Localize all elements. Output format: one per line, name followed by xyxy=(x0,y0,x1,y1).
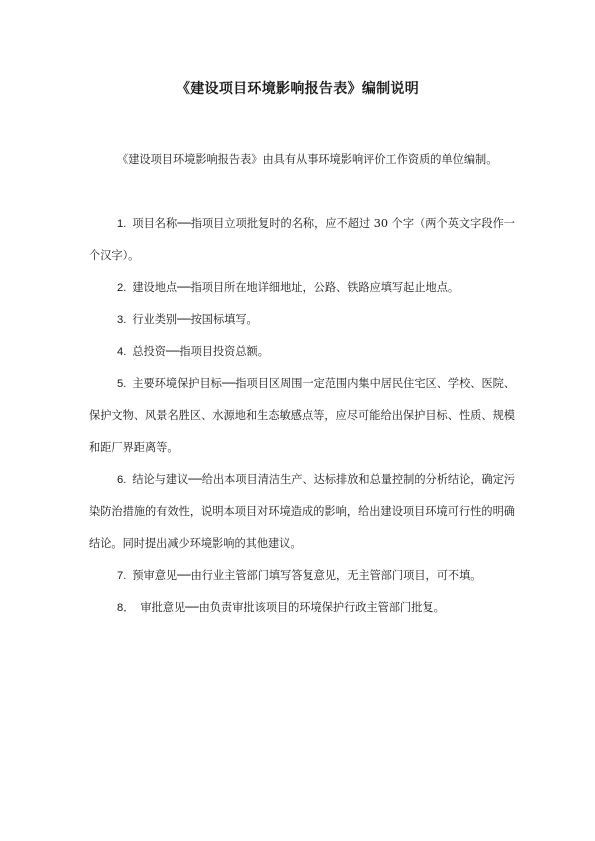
list-item xyxy=(89,272,515,304)
item-text: 结论与建议──给出本项目清洁生产、达标排放和总量控制的分析结论，确定污染防治措施的有效性，说明本项目对环境造成的影响，给出建设项目环境可行性的明确结论。同时提出减少环境影响的其他建议。 xyxy=(89,473,516,550)
item-text: 建设地点──指项目所在地详细地址，公路、铁路应填写起止地点。 xyxy=(132,281,460,294)
item-text: 总投资──指项目投资总额。 xyxy=(132,345,269,358)
item-text: 主要环境保护目标──指项目区周围一定范围内集中居民住宅区、学校、医院、保护文物、风景名胜区、水源地和生态敏感点等，应尽可能给出保护目标、性质、规模和距厂界距离等。 xyxy=(89,377,516,454)
item-number: 5. xyxy=(117,378,127,390)
item-number: 3. xyxy=(117,314,127,326)
item-number: 2. xyxy=(117,282,127,294)
list-item xyxy=(89,368,515,464)
instruction-list xyxy=(89,208,515,624)
item-number: 4. xyxy=(117,346,127,358)
item-number: 7. xyxy=(117,570,127,582)
list-item xyxy=(89,464,515,560)
item-text: 项目名称──指项目立项批复时的名称，应不超过 30 个字（两个英文字段作一个汉字）。 xyxy=(89,217,515,262)
list-item xyxy=(89,208,515,272)
item-number: 6. xyxy=(117,474,127,486)
page-title: 《建设项目环境影响报告表》编制说明 xyxy=(175,81,420,97)
list-item xyxy=(89,304,515,336)
item-number: 8． xyxy=(117,602,135,614)
item-text: 行业类别──按国标填写。 xyxy=(132,313,258,326)
list-item xyxy=(89,592,515,624)
intro-paragraph: 《建设项目环境影响报告表》由具有从事环境影响评价工作资质的单位编制。 xyxy=(117,153,498,166)
item-text: 审批意见──由负责审批该项目的环境保护行政主管部门批复。 xyxy=(140,601,445,614)
list-item xyxy=(89,336,515,368)
item-text: 预审意见──由行业主管部门填写答复意见，无主管部门项目，可不填。 xyxy=(132,569,482,582)
item-number: 1. xyxy=(117,218,127,230)
list-item xyxy=(89,560,515,592)
